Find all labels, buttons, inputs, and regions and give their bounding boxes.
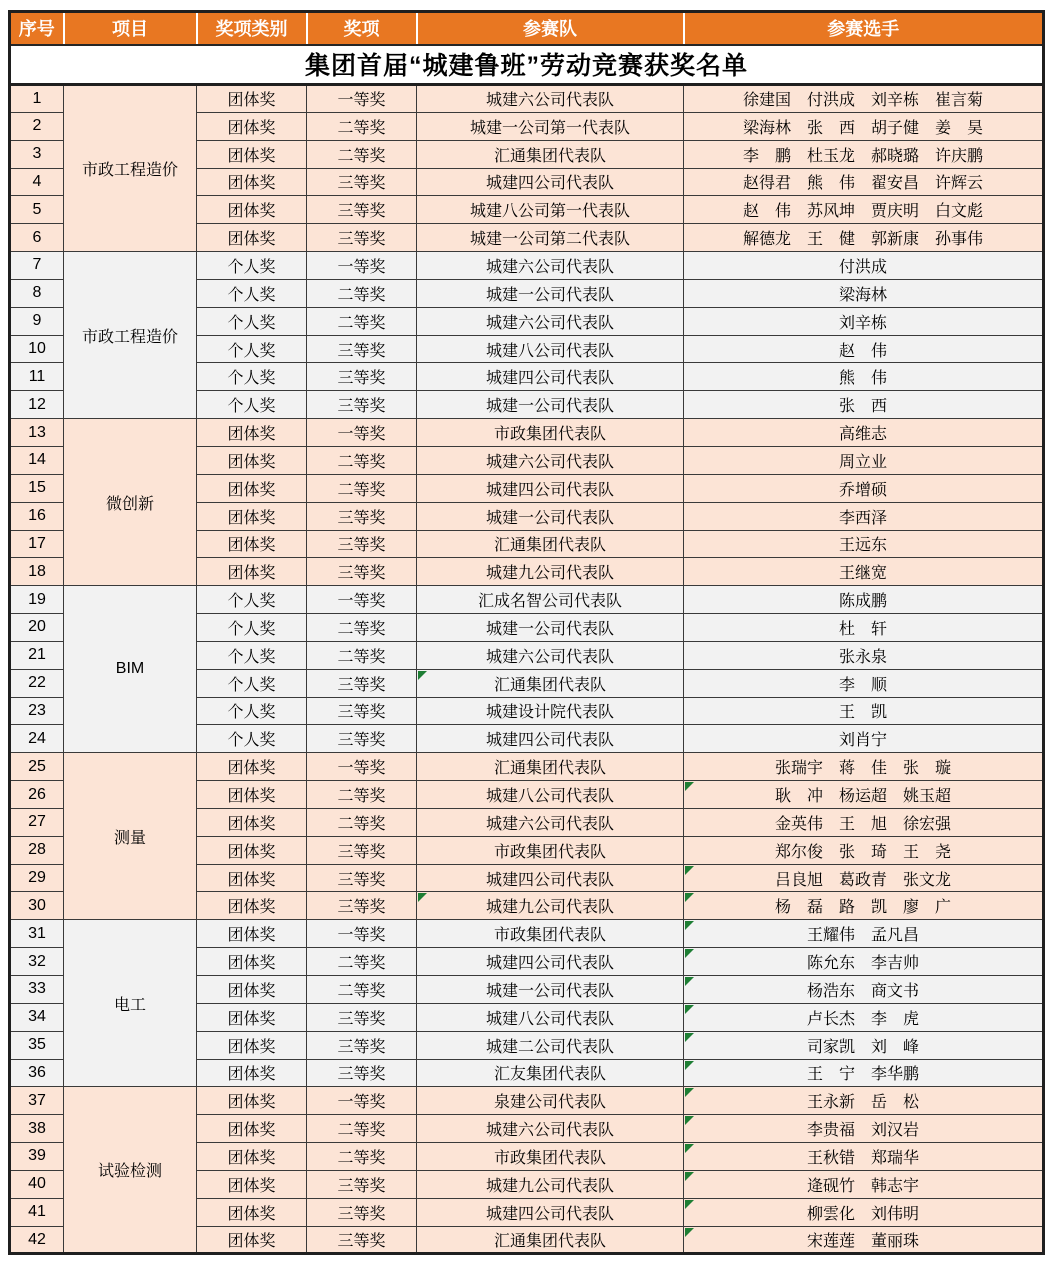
team-cell[interactable]: 城建六公司代表队 xyxy=(417,641,684,669)
award-cell[interactable]: 三等奖 xyxy=(307,1226,417,1254)
players-cell[interactable]: 宋莲莲 董丽珠 xyxy=(684,1226,1044,1254)
players-cell[interactable]: 付洪成 xyxy=(684,252,1044,280)
players-cell[interactable]: 王秋错 郑瑞华 xyxy=(684,1143,1044,1171)
serial-cell[interactable]: 40 xyxy=(10,1170,64,1198)
team-cell[interactable]: 汇通集团代表队 xyxy=(417,140,684,168)
serial-cell[interactable]: 14 xyxy=(10,446,64,474)
serial-cell[interactable]: 4 xyxy=(10,168,64,196)
serial-cell[interactable]: 17 xyxy=(10,530,64,558)
players-cell[interactable]: 王继宽 xyxy=(684,558,1044,586)
award-cell[interactable]: 二等奖 xyxy=(307,140,417,168)
award-cell[interactable]: 三等奖 xyxy=(307,391,417,419)
team-cell[interactable]: 城建八公司第一代表队 xyxy=(417,196,684,224)
team-cell[interactable]: 城建设计院代表队 xyxy=(417,697,684,725)
players-cell[interactable]: 杨浩东 商文书 xyxy=(684,976,1044,1004)
team-cell[interactable]: 市政集团代表队 xyxy=(417,1143,684,1171)
comment-marker-icon xyxy=(685,949,694,958)
category-cell[interactable]: 团体奖 xyxy=(197,85,307,113)
team-cell[interactable]: 城建四公司代表队 xyxy=(417,1198,684,1226)
comment-marker-icon xyxy=(685,1088,694,1097)
table-row xyxy=(10,920,1044,948)
award-cell[interactable]: 一等奖 xyxy=(307,920,417,948)
category-cell[interactable]: 个人奖 xyxy=(197,363,307,391)
players-cell[interactable]: 周立业 xyxy=(684,446,1044,474)
serial-cell[interactable]: 38 xyxy=(10,1115,64,1143)
serial-cell[interactable]: 24 xyxy=(10,725,64,753)
award-cell[interactable]: 三等奖 xyxy=(307,697,417,725)
team-cell[interactable]: 城建八公司代表队 xyxy=(417,1003,684,1031)
serial-cell[interactable]: 30 xyxy=(10,892,64,920)
table-body xyxy=(10,85,1044,1254)
award-sheet xyxy=(8,10,1045,1255)
team-cell[interactable]: 城建八公司代表队 xyxy=(417,335,684,363)
category-cell[interactable]: 个人奖 xyxy=(197,641,307,669)
category-cell[interactable]: 团体奖 xyxy=(197,446,307,474)
team-cell[interactable]: 城建九公司代表队 xyxy=(417,1170,684,1198)
serial-cell[interactable]: 41 xyxy=(10,1198,64,1226)
team-cell[interactable]: 城建九公司代表队 xyxy=(417,558,684,586)
category-cell[interactable]: 团体奖 xyxy=(197,1003,307,1031)
comment-marker-icon xyxy=(685,1116,694,1125)
serial-cell[interactable]: 5 xyxy=(10,196,64,224)
players-cell[interactable]: 张瑞宇 蒋 佳 张 璇 xyxy=(684,753,1044,781)
players-cell[interactable]: 陈成鹏 xyxy=(684,586,1044,614)
category-cell[interactable]: 个人奖 xyxy=(197,725,307,753)
serial-cell[interactable]: 18 xyxy=(10,558,64,586)
award-cell[interactable]: 三等奖 xyxy=(307,168,417,196)
serial-cell[interactable]: 23 xyxy=(10,697,64,725)
award-cell[interactable]: 三等奖 xyxy=(307,363,417,391)
table-row xyxy=(10,419,1044,447)
award-cell[interactable]: 二等奖 xyxy=(307,446,417,474)
serial-cell[interactable]: 16 xyxy=(10,502,64,530)
award-cell[interactable]: 二等奖 xyxy=(307,1115,417,1143)
players-cell[interactable]: 高维志 xyxy=(684,419,1044,447)
award-cell[interactable]: 二等奖 xyxy=(307,781,417,809)
team-cell[interactable]: 城建一公司代表队 xyxy=(417,502,684,530)
category-cell[interactable]: 团体奖 xyxy=(197,530,307,558)
award-cell[interactable]: 三等奖 xyxy=(307,892,417,920)
serial-cell[interactable]: 6 xyxy=(10,224,64,252)
players-cell[interactable]: 卢长杰 李 虎 xyxy=(684,1003,1044,1031)
team-cell[interactable]: 城建二公司代表队 xyxy=(417,1031,684,1059)
players-cell[interactable]: 乔增硕 xyxy=(684,474,1044,502)
comment-marker-icon xyxy=(418,671,427,680)
title-section xyxy=(10,45,1044,85)
award-cell[interactable]: 二等奖 xyxy=(307,614,417,642)
category-cell[interactable]: 团体奖 xyxy=(197,1059,307,1087)
team-cell[interactable]: 城建四公司代表队 xyxy=(417,474,684,502)
players-cell[interactable]: 梁海林 张 西 胡子健 姜 昊 xyxy=(684,112,1044,140)
project-cell[interactable]: 微创新 xyxy=(64,419,197,586)
team-cell[interactable]: 城建四公司代表队 xyxy=(417,948,684,976)
players-cell[interactable]: 柳雲化 刘伟明 xyxy=(684,1198,1044,1226)
project-cell[interactable]: 测量 xyxy=(64,753,197,920)
award-cell[interactable]: 三等奖 xyxy=(307,864,417,892)
serial-cell[interactable]: 11 xyxy=(10,363,64,391)
team-cell[interactable]: 城建一公司第二代表队 xyxy=(417,224,684,252)
serial-cell[interactable]: 3 xyxy=(10,140,64,168)
awards-table xyxy=(8,10,1045,1255)
serial-cell[interactable]: 35 xyxy=(10,1031,64,1059)
serial-cell[interactable]: 10 xyxy=(10,335,64,363)
category-cell[interactable]: 个人奖 xyxy=(197,252,307,280)
award-cell[interactable]: 二等奖 xyxy=(307,307,417,335)
category-cell[interactable]: 个人奖 xyxy=(197,697,307,725)
award-cell[interactable]: 一等奖 xyxy=(307,85,417,113)
category-cell[interactable]: 团体奖 xyxy=(197,1170,307,1198)
category-cell[interactable]: 团体奖 xyxy=(197,1198,307,1226)
players-cell[interactable]: 赵 伟 苏风坤 贾庆明 白文彪 xyxy=(684,196,1044,224)
award-cell[interactable]: 三等奖 xyxy=(307,335,417,363)
award-cell[interactable]: 三等奖 xyxy=(307,530,417,558)
serial-cell[interactable]: 26 xyxy=(10,781,64,809)
team-cell[interactable]: 城建一公司代表队 xyxy=(417,279,684,307)
title-row xyxy=(10,45,1044,85)
players-cell[interactable]: 金英伟 王 旭 徐宏强 xyxy=(684,808,1044,836)
category-cell[interactable]: 团体奖 xyxy=(197,140,307,168)
comment-marker-icon xyxy=(685,1061,694,1070)
project-cell[interactable]: 试验检测 xyxy=(64,1087,197,1254)
award-cell[interactable]: 三等奖 xyxy=(307,669,417,697)
award-cell[interactable]: 二等奖 xyxy=(307,641,417,669)
category-cell[interactable]: 个人奖 xyxy=(197,279,307,307)
column-header-team[interactable]: 参赛队 xyxy=(417,12,684,45)
category-cell[interactable]: 团体奖 xyxy=(197,920,307,948)
players-cell[interactable]: 杨 磊 路 凯 廖 广 xyxy=(684,892,1044,920)
serial-cell[interactable]: 9 xyxy=(10,307,64,335)
players-cell[interactable]: 梁海林 xyxy=(684,279,1044,307)
serial-cell[interactable]: 32 xyxy=(10,948,64,976)
project-cell[interactable]: 电工 xyxy=(64,920,197,1087)
players-cell[interactable]: 司家凯 刘 峰 xyxy=(684,1031,1044,1059)
serial-cell[interactable]: 31 xyxy=(10,920,64,948)
players-cell[interactable]: 张 西 xyxy=(684,391,1044,419)
team-cell[interactable]: 城建六公司代表队 xyxy=(417,808,684,836)
serial-cell[interactable]: 29 xyxy=(10,864,64,892)
category-cell[interactable]: 个人奖 xyxy=(197,307,307,335)
category-cell[interactable]: 团体奖 xyxy=(197,419,307,447)
category-cell[interactable]: 个人奖 xyxy=(197,391,307,419)
page-title: 集团首届“城建鲁班”劳动竞赛获奖名单 xyxy=(10,45,1044,85)
team-cell[interactable]: 市政集团代表队 xyxy=(417,920,684,948)
players-cell[interactable]: 刘辛栋 xyxy=(684,307,1044,335)
award-cell[interactable]: 一等奖 xyxy=(307,252,417,280)
column-header-players[interactable]: 参赛选手 xyxy=(684,12,1044,45)
comment-marker-icon xyxy=(685,1172,694,1181)
comment-marker-icon xyxy=(418,893,427,902)
award-cell[interactable]: 三等奖 xyxy=(307,1059,417,1087)
award-cell[interactable]: 三等奖 xyxy=(307,558,417,586)
serial-cell[interactable]: 28 xyxy=(10,836,64,864)
team-cell[interactable]: 汇通集团代表队 xyxy=(417,753,684,781)
serial-cell[interactable]: 13 xyxy=(10,419,64,447)
team-cell[interactable]: 城建四公司代表队 xyxy=(417,725,684,753)
category-cell[interactable]: 团体奖 xyxy=(197,892,307,920)
serial-cell[interactable]: 21 xyxy=(10,641,64,669)
serial-cell[interactable]: 8 xyxy=(10,279,64,307)
serial-cell[interactable]: 33 xyxy=(10,976,64,1004)
category-cell[interactable]: 团体奖 xyxy=(197,948,307,976)
table-row xyxy=(10,586,1044,614)
category-cell[interactable]: 团体奖 xyxy=(197,864,307,892)
category-cell[interactable]: 团体奖 xyxy=(197,196,307,224)
players-cell[interactable]: 李 顺 xyxy=(684,669,1044,697)
players-cell[interactable]: 赵得君 熊 伟 翟安昌 许辉云 xyxy=(684,168,1044,196)
category-cell[interactable]: 团体奖 xyxy=(197,168,307,196)
comment-marker-icon xyxy=(685,1144,694,1153)
header-row xyxy=(10,12,1044,45)
serial-cell[interactable]: 1 xyxy=(10,85,64,113)
players-cell[interactable]: 王远东 xyxy=(684,530,1044,558)
team-cell[interactable]: 城建一公司代表队 xyxy=(417,614,684,642)
award-cell[interactable]: 二等奖 xyxy=(307,1143,417,1171)
team-cell[interactable]: 城建八公司代表队 xyxy=(417,781,684,809)
table-row xyxy=(10,252,1044,280)
project-cell[interactable]: 市政工程造价 xyxy=(64,252,197,419)
team-cell[interactable]: 城建一公司代表队 xyxy=(417,976,684,1004)
award-cell[interactable]: 三等奖 xyxy=(307,725,417,753)
award-cell[interactable]: 一等奖 xyxy=(307,753,417,781)
team-cell[interactable]: 泉建公司代表队 xyxy=(417,1087,684,1115)
category-cell[interactable]: 个人奖 xyxy=(197,669,307,697)
players-cell[interactable]: 吕良旭 葛政青 张文龙 xyxy=(684,864,1044,892)
category-cell[interactable]: 团体奖 xyxy=(197,1031,307,1059)
comment-marker-icon xyxy=(685,1228,694,1237)
serial-cell[interactable]: 19 xyxy=(10,586,64,614)
players-cell[interactable]: 李 鹏 杜玉龙 郝晓璐 许庆鹏 xyxy=(684,140,1044,168)
players-cell[interactable]: 王 凯 xyxy=(684,697,1044,725)
comment-marker-icon xyxy=(685,921,694,930)
comment-marker-icon xyxy=(685,1033,694,1042)
award-cell[interactable]: 三等奖 xyxy=(307,1198,417,1226)
players-cell[interactable]: 逄砚竹 韩志宇 xyxy=(684,1170,1044,1198)
team-cell[interactable]: 城建六公司代表队 xyxy=(417,446,684,474)
serial-cell[interactable]: 39 xyxy=(10,1143,64,1171)
category-cell[interactable]: 团体奖 xyxy=(197,112,307,140)
players-cell[interactable]: 王 宁 李华鹏 xyxy=(684,1059,1044,1087)
award-cell[interactable]: 二等奖 xyxy=(307,808,417,836)
column-header-project[interactable]: 项目 xyxy=(64,12,197,45)
team-cell[interactable]: 汇通集团代表队 xyxy=(417,669,684,697)
column-header-category[interactable]: 奖项类别 xyxy=(197,12,307,45)
category-cell[interactable]: 团体奖 xyxy=(197,836,307,864)
team-cell[interactable]: 城建六公司代表队 xyxy=(417,1115,684,1143)
award-cell[interactable]: 三等奖 xyxy=(307,224,417,252)
comment-marker-icon xyxy=(685,893,694,902)
award-cell[interactable]: 三等奖 xyxy=(307,1003,417,1031)
serial-cell[interactable]: 7 xyxy=(10,252,64,280)
team-cell[interactable]: 汇成名智公司代表队 xyxy=(417,586,684,614)
players-cell[interactable]: 耿 冲 杨运超 姚玉超 xyxy=(684,781,1044,809)
category-cell[interactable]: 个人奖 xyxy=(197,614,307,642)
players-cell[interactable]: 徐建国 付洪成 刘辛栋 崔言菊 xyxy=(684,85,1044,113)
team-cell[interactable]: 城建一公司第一代表队 xyxy=(417,112,684,140)
award-cell[interactable]: 三等奖 xyxy=(307,1170,417,1198)
table-row xyxy=(10,753,1044,781)
team-cell[interactable]: 市政集团代表队 xyxy=(417,419,684,447)
category-cell[interactable]: 团体奖 xyxy=(197,1115,307,1143)
comment-marker-icon xyxy=(685,1005,694,1014)
project-cell[interactable]: BIM xyxy=(64,586,197,753)
award-cell[interactable]: 二等奖 xyxy=(307,948,417,976)
table-row xyxy=(10,1087,1044,1115)
category-cell[interactable]: 团体奖 xyxy=(197,808,307,836)
category-cell[interactable]: 个人奖 xyxy=(197,335,307,363)
project-cell[interactable]: 市政工程造价 xyxy=(64,85,197,252)
award-cell[interactable]: 二等奖 xyxy=(307,474,417,502)
serial-cell[interactable]: 25 xyxy=(10,753,64,781)
award-cell[interactable]: 三等奖 xyxy=(307,502,417,530)
category-cell[interactable]: 团体奖 xyxy=(197,781,307,809)
category-cell[interactable]: 团体奖 xyxy=(197,1087,307,1115)
category-cell[interactable]: 团体奖 xyxy=(197,753,307,781)
category-cell[interactable]: 团体奖 xyxy=(197,1226,307,1254)
serial-cell[interactable]: 15 xyxy=(10,474,64,502)
award-cell[interactable]: 一等奖 xyxy=(307,1087,417,1115)
award-cell[interactable]: 三等奖 xyxy=(307,1031,417,1059)
comment-marker-icon xyxy=(685,1200,694,1209)
team-cell[interactable]: 汇通集团代表队 xyxy=(417,530,684,558)
serial-cell[interactable]: 36 xyxy=(10,1059,64,1087)
serial-cell[interactable]: 22 xyxy=(10,669,64,697)
players-cell[interactable]: 解德龙 王 健 郭新康 孙事伟 xyxy=(684,224,1044,252)
award-cell[interactable]: 一等奖 xyxy=(307,586,417,614)
team-cell[interactable]: 城建六公司代表队 xyxy=(417,252,684,280)
team-cell[interactable]: 城建四公司代表队 xyxy=(417,168,684,196)
category-cell[interactable]: 团体奖 xyxy=(197,1143,307,1171)
team-cell[interactable]: 城建四公司代表队 xyxy=(417,363,684,391)
category-cell[interactable]: 团体奖 xyxy=(197,502,307,530)
comment-marker-icon xyxy=(685,977,694,986)
category-cell[interactable]: 团体奖 xyxy=(197,976,307,1004)
serial-cell[interactable]: 37 xyxy=(10,1087,64,1115)
players-cell[interactable]: 李西泽 xyxy=(684,502,1044,530)
players-cell[interactable]: 陈允东 李吉帅 xyxy=(684,948,1044,976)
players-cell[interactable]: 刘肖宁 xyxy=(684,725,1044,753)
category-cell[interactable]: 团体奖 xyxy=(197,558,307,586)
players-cell[interactable]: 张永泉 xyxy=(684,641,1044,669)
team-cell[interactable]: 城建四公司代表队 xyxy=(417,864,684,892)
team-cell[interactable]: 城建一公司代表队 xyxy=(417,391,684,419)
award-cell[interactable]: 三等奖 xyxy=(307,196,417,224)
column-header-serial[interactable]: 序号 xyxy=(10,12,64,45)
serial-cell[interactable]: 12 xyxy=(10,391,64,419)
team-cell[interactable]: 市政集团代表队 xyxy=(417,836,684,864)
serial-cell[interactable]: 42 xyxy=(10,1226,64,1254)
award-cell[interactable]: 二等奖 xyxy=(307,112,417,140)
comment-marker-icon xyxy=(685,866,694,875)
award-cell[interactable]: 三等奖 xyxy=(307,836,417,864)
team-cell[interactable]: 城建六公司代表队 xyxy=(417,85,684,113)
serial-cell[interactable]: 2 xyxy=(10,112,64,140)
players-cell[interactable]: 杜 轩 xyxy=(684,614,1044,642)
award-cell[interactable]: 一等奖 xyxy=(307,419,417,447)
category-cell[interactable]: 团体奖 xyxy=(197,474,307,502)
award-cell[interactable]: 二等奖 xyxy=(307,279,417,307)
category-cell[interactable]: 团体奖 xyxy=(197,224,307,252)
team-cell[interactable]: 城建九公司代表队 xyxy=(417,892,684,920)
players-cell[interactable]: 赵 伟 xyxy=(684,335,1044,363)
players-cell[interactable]: 郑尔俊 张 琦 王 尧 xyxy=(684,836,1044,864)
serial-cell[interactable]: 34 xyxy=(10,1003,64,1031)
serial-cell[interactable]: 27 xyxy=(10,808,64,836)
team-cell[interactable]: 汇通集团代表队 xyxy=(417,1226,684,1254)
players-cell[interactable]: 熊 伟 xyxy=(684,363,1044,391)
table-row xyxy=(10,85,1044,113)
award-cell[interactable]: 二等奖 xyxy=(307,976,417,1004)
players-cell[interactable]: 王永新 岳 松 xyxy=(684,1087,1044,1115)
players-cell[interactable]: 李贵福 刘汉岩 xyxy=(684,1115,1044,1143)
comment-marker-icon xyxy=(685,782,694,791)
serial-cell[interactable]: 20 xyxy=(10,614,64,642)
column-header-award[interactable]: 奖项 xyxy=(307,12,417,45)
team-cell[interactable]: 城建六公司代表队 xyxy=(417,307,684,335)
players-cell[interactable]: 王耀伟 孟凡昌 xyxy=(684,920,1044,948)
team-cell[interactable]: 汇友集团代表队 xyxy=(417,1059,684,1087)
category-cell[interactable]: 个人奖 xyxy=(197,586,307,614)
